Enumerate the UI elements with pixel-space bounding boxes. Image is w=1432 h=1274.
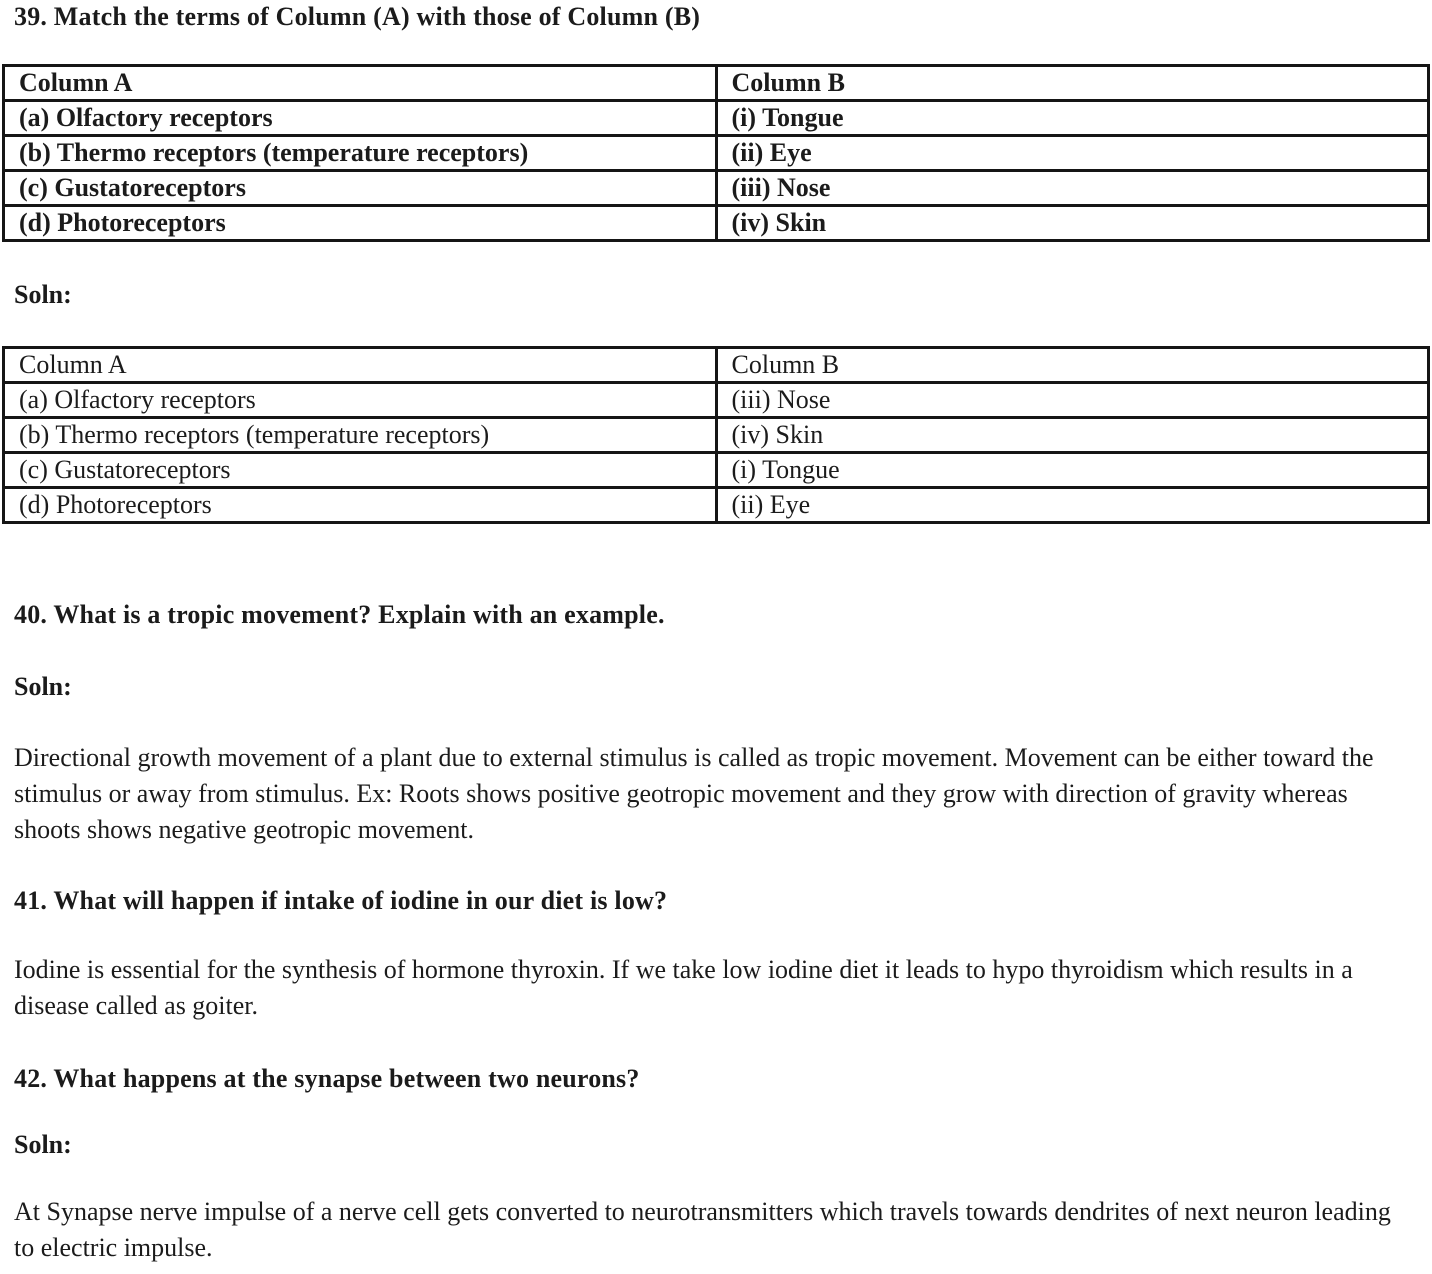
column-b-cell: (iv) Skin	[716, 418, 1429, 453]
column-b-header-cell: Column B	[716, 348, 1429, 383]
answer-paragraph-40: Directional growth movement of a plant due to external stimulus is called as tropic movement. Movement can be either toward the stimulus or away from stimulus. Ex: Roots shows positive geotropic movement and they grow with direction of gravity whereas shoots shows negative geotropic movement.	[14, 743, 1374, 844]
soln-label-42: Soln:	[14, 1130, 72, 1159]
column-b-cell: (i) Tongue	[716, 453, 1429, 488]
column-b-cell: (iii) Nose	[716, 171, 1429, 206]
column-a-header-cell: Column A	[4, 348, 717, 383]
table-row	[4, 136, 1429, 171]
column-b-cell: (ii) Eye	[716, 136, 1429, 171]
question-41-title: 41. What will happen if intake of iodine in our diet is low?	[14, 886, 668, 915]
table-row	[4, 383, 1429, 418]
question-39-match-table	[2, 64, 1430, 242]
table-row	[4, 101, 1429, 136]
column-a-cell: (b) Thermo receptors (temperature receptors)	[4, 136, 717, 171]
column-a-header-cell: Column A	[4, 66, 717, 101]
question-39-match-table-body	[4, 66, 1429, 241]
table-row	[4, 453, 1429, 488]
column-a-cell: (d) Photoreceptors	[4, 206, 717, 241]
table-header-row	[4, 66, 1429, 101]
column-a-cell: (a) Olfactory receptors	[4, 101, 717, 136]
column-a-cell: (b) Thermo receptors (temperature receptors)	[4, 418, 717, 453]
question-42-title: 42. What happens at the synapse between two neurons?	[14, 1064, 640, 1093]
column-b-cell: (iii) Nose	[716, 383, 1429, 418]
question-40-title: 40. What is a tropic movement? Explain with an example.	[14, 600, 665, 629]
column-a-cell: (c) Gustatoreceptors	[4, 453, 717, 488]
column-b-cell: (ii) Eye	[716, 488, 1429, 523]
table-row	[4, 206, 1429, 241]
question-39-solution-table-body	[4, 348, 1429, 523]
answer-paragraph-41: Iodine is essential for the synthesis of hormone thyroxin. If we take low iodine diet it leads to hypo thyroidism which results in a disease called as goiter.	[14, 955, 1353, 1020]
column-b-cell: (iv) Skin	[716, 206, 1429, 241]
table-header-row	[4, 348, 1429, 383]
column-a-cell: (d) Photoreceptors	[4, 488, 717, 523]
soln-label-40: Soln:	[14, 672, 72, 701]
question-39-title: 39. Match the terms of Column (A) with those of Column (B)	[14, 2, 701, 31]
table-row	[4, 418, 1429, 453]
column-a-cell: (c) Gustatoreceptors	[4, 171, 717, 206]
soln-label-39: Soln:	[14, 280, 72, 309]
column-a-cell: (a) Olfactory receptors	[4, 383, 717, 418]
table-row	[4, 488, 1429, 523]
answer-paragraph-42: At Synapse nerve impulse of a nerve cell gets converted to neurotransmitters which travels towards dendrites of next neuron leading to electric impulse.	[14, 1197, 1391, 1262]
table-row	[4, 171, 1429, 206]
question-39-solution-table	[2, 346, 1430, 524]
column-b-header-cell: Column B	[716, 66, 1429, 101]
column-b-cell: (i) Tongue	[716, 101, 1429, 136]
